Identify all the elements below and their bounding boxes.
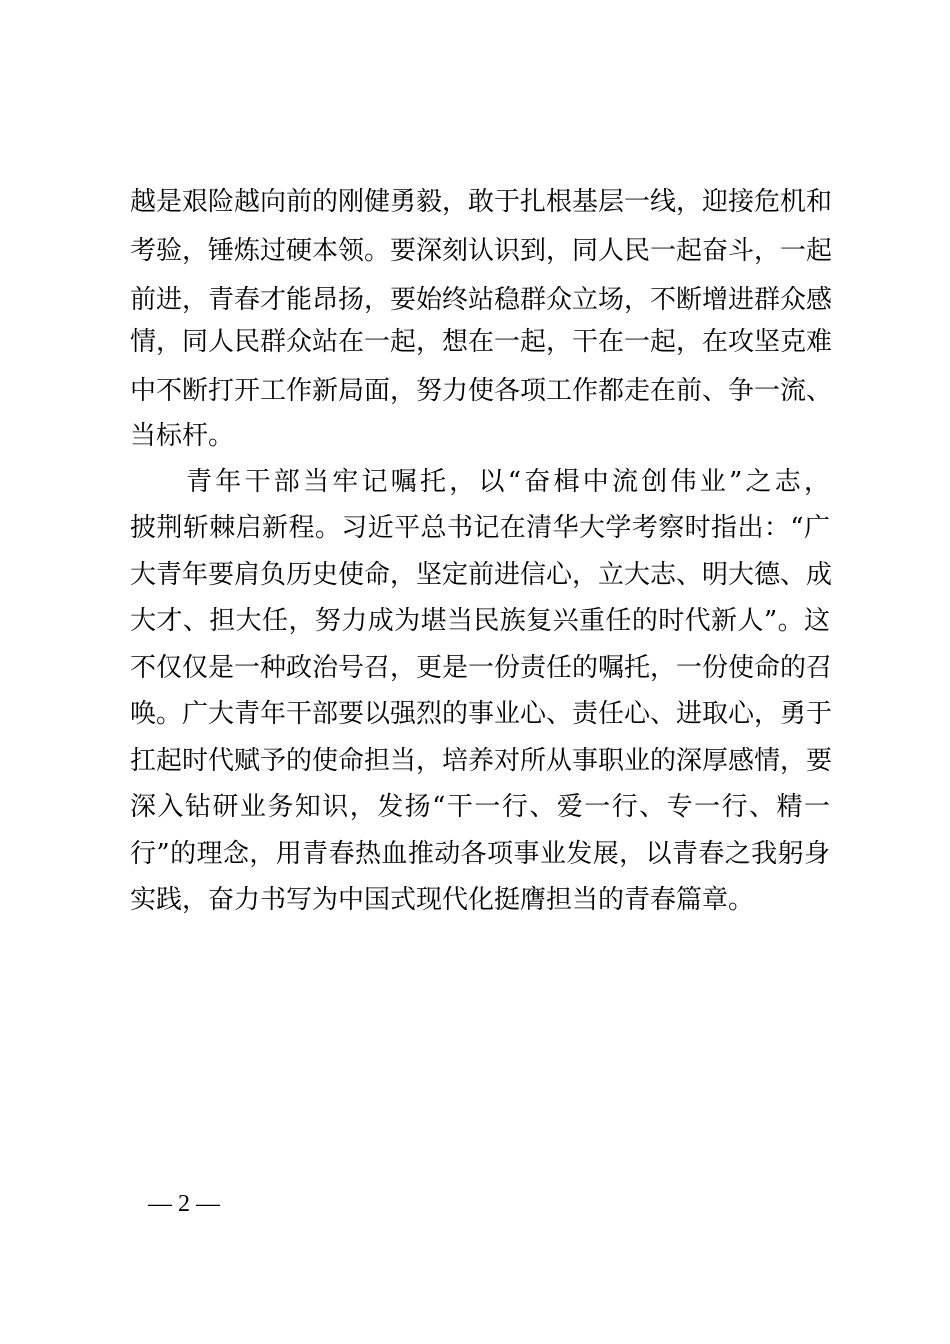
- paragraph-1-line-6: 当标杆。: [130, 421, 235, 451]
- paragraph-2-line-8: 深入钻研业务知识，发扬“干一行、爱一行、专一行、精一: [130, 792, 830, 822]
- paragraph-2-line-1: 青年干部当牢记嘱托，以“奋楫中流创伟业”之志，: [186, 467, 830, 497]
- paragraph-1-line-4: 情，同人民群众站在一起，想在一起，干在一起，在攻坚克难: [130, 327, 833, 357]
- paragraph-2-line-5: 不仅仅是一种政治号召，更是一份责任的嘱托，一份使命的召: [130, 653, 833, 683]
- paragraph-2-line-6: 唤。广大青年干部要以强烈的事业心、责任心、进取心，勇于: [130, 699, 833, 729]
- paragraph-1-line-5: 中不断打开工作新局面，努力使各项工作都走在前、争一流、: [130, 376, 833, 406]
- paragraph-1-line-2: 考验，锤炼过硬本领。要深刻认识到，同人民一起奋斗，一起: [130, 236, 833, 266]
- paragraph-2-line-4: 大才、担大任，努力成为堪当民族复兴重任的时代新人”。这: [130, 606, 830, 636]
- paragraph-2-line-9: 行”的理念，用青春热血推动各项事业发展，以青春之我躬身: [130, 839, 830, 869]
- paragraph-2-line-2: 披荆斩棘启新程。习近平总书记在清华大学考察时指出：“广: [130, 513, 830, 543]
- paragraph-2-line-3: 大青年要肩负历史使命，坚定前进信心，立大志、明大德、成: [130, 560, 833, 590]
- paragraph-2-line-7: 扛起时代赋予的使命担当，培养对所从事职业的深厚感情，要: [130, 746, 833, 776]
- paragraph-2-line-10: 实践，奋力书写为中国式现代化挺膺担当的青春篇章。: [130, 885, 755, 915]
- page-number: — 2 —: [148, 1191, 220, 1217]
- paragraph-1-line-1: 越是艰险越向前的刚健勇毅，敢于扎根基层一线，迎接危机和: [130, 187, 833, 217]
- paragraph-1-line-3: 前进，青春才能昂扬，要始终站稳群众立场，不断增进群众感: [130, 285, 833, 315]
